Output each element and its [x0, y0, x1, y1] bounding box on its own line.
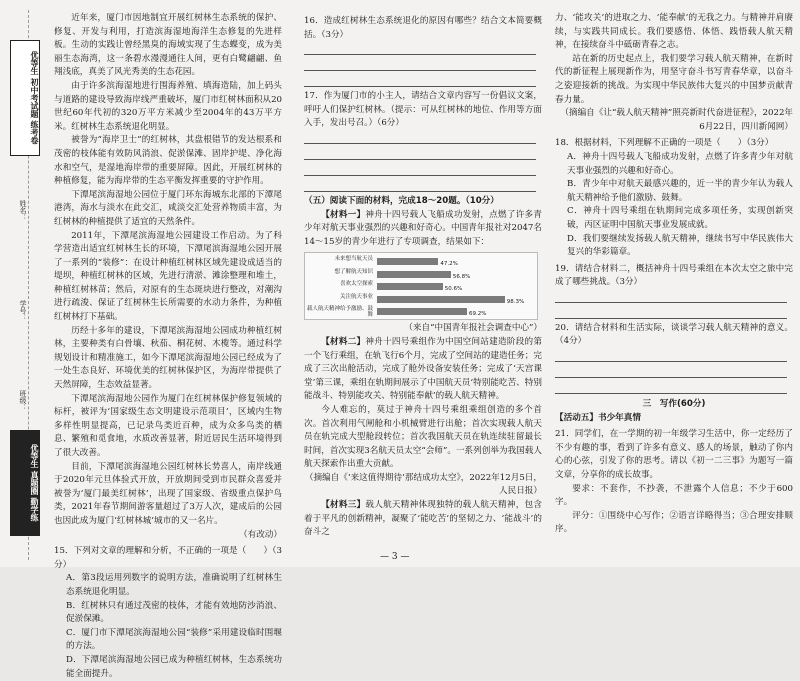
chart-category-label: 关注航天事业: [339, 293, 373, 300]
chart-row: [305, 294, 537, 306]
question-20: 20．请结合材料和生活实际，谈谈学习载人航天精神的意义。（4分）: [555, 322, 793, 347]
material-2-title: 【材料二】: [321, 336, 366, 347]
chart-row: [305, 256, 537, 268]
chart-value-label: 50.6%: [444, 286, 463, 293]
material-2-text: 神舟十四号乘组作为中国空间站建造阶段的第一个飞行乘组，在轨飞行6个月，完成了空间站的建造任务；完成了三次出舱活动，完成了舱外设备安装任务；完成了‘天宫课堂’第三课，乘组在轨期间展示了中国航天员‘特别能吃苦、特别能战斗、特别能攻关、特别能奉献’的载人航天精神。: [304, 336, 542, 402]
activity-title: 【活动五】书少年真情: [555, 412, 641, 423]
chart-bar: [377, 283, 443, 290]
chart-bar: [377, 271, 451, 278]
option-b: B．青少年中对航天最感兴趣的，近一半的青少年认为载人航天精神给予他们激励、鼓舞。: [567, 179, 793, 203]
option-d: D．下潭尾滨海湿地公园已成为种植红树林，生态系统功能全面提升。: [66, 654, 282, 679]
badge-top: 优等生 初中考试题 练考卷: [10, 40, 40, 156]
chart-value-label: 69.2%: [468, 311, 487, 318]
survey-bar-chart: [304, 252, 538, 320]
source-note: （有改动）: [239, 529, 282, 540]
paragraph: 目前，下潭尾滨海湿地公园红树林长势喜人，南岸线通于2020年元旦体验式开放，开放期间受到市民群众喜爱并被誉为‘厦门最美红树林’，出现了国家级、省级重点保护鸟类，2021年春节期间游客量超过了3万人次，建成后的公园也因此成为厦门‘红树林城’城市的又一名片。: [54, 461, 282, 526]
section-5-heading: （五）阅读下面的材料，完成18～20题。（10分）: [304, 195, 499, 206]
column-3: [555, 12, 793, 537]
question-18: 18．根据材料，下列理解不正确的一项是（ ）（3分）: [555, 138, 774, 149]
class-label: 班级：: [19, 390, 27, 411]
chart-row: [305, 281, 537, 293]
option-b: B．红树林只有通过茂密的枝体，才能有效地防沙消浪、促淤保滩。: [66, 600, 282, 625]
paragraph: 被誉为“海岸卫士”的红树林，其盘根错节的发达根系和茂密的枝体能有效防风消浪、促淤保滩、固岸护堤、净化海水和空气，是湿地海岸带的重要屏障。因此，开展红树林的种植修复，能为海岸带的生态平衡发挥重要的守护作用。: [54, 135, 282, 187]
chart-value-label: 47.2%: [440, 261, 458, 268]
column-2: [304, 12, 542, 540]
chart-category-label: 载人航天精神给予激励、鼓舞: [307, 306, 374, 319]
answer-line[interactable]: [555, 290, 787, 303]
material-1-text: 神舟十四号载人飞船成功发射，点燃了许多青少年对航天事业强烈的兴趣和好奇心。中国青年报社对2047名14～15岁的青少年进行了专项调查，结果如下：: [304, 209, 542, 247]
chart-row: [305, 306, 537, 318]
answer-line[interactable]: [304, 42, 536, 55]
question-17: 17．作为厦门市的小主人，请结合文章内容写一份倡议文案，呼吁人们保护红树林。（提示：可从红树林的地位、作用等方面入手，发出号召。）（6分）: [304, 91, 542, 129]
answer-line[interactable]: [555, 349, 787, 362]
material-3-paragraph: 站在新的历史起点上，我们要学习载人航天精神，在新时代的新征程上展现新作为，用坚守奋斗书写青春华章，以奋斗之姿迎接新的挑战。为实现中华民族伟大复兴的中国梦贡献青春力量。: [555, 53, 793, 105]
column-1: [54, 12, 282, 681]
option-c: C．神舟十四号乘组在轨期间完成多项任务，实现创新突破，丙区证明中国航天事业发展成就。: [567, 206, 793, 230]
question-15: 15．下列对文章的理解和分析，不正确的一项是（ ）（3分）: [54, 546, 282, 570]
material-3-continued: 力、‘能攻关’的进取之力、‘能奉献’的无我之力。与精神并肩赓续，与实践共同成长。我们要感悟、体悟、践悟载人航天精神，在接续奋斗中砥砺青春之志。: [555, 13, 793, 51]
chart-category-label: 想了解航天知识: [334, 268, 373, 275]
chart-bar: [377, 296, 505, 303]
material-1-title: 【材料一】: [321, 209, 366, 220]
chart-row: [305, 269, 537, 281]
binding-margin: [4, 0, 46, 567]
answer-line[interactable]: [555, 306, 787, 319]
paragraph: 2011年，下潭尾滨海湿地公园建设工作启动。为了科学营造出适宜红树林生长的环境，下潭尾滨海湿地公园开展了一系列的“装修”：在设计种植红树林区域先建设成适当的堤坝，种植红树林的区域，先进行清淤、滩涂整理和堆土，种植红树林苗；然后，对原有的生态斑块进行整改，对潮沟进行疏浚、保证了红树林生长所需要的水动力条件，为种植红树林打下基础。: [54, 230, 282, 323]
material-2-text-2: 今人难忘的，莫过于神舟十四号乘组乘组创造的多个首次。首次利用气闸舱和小机械臂进行出舱；首次实现载人航天员在轨完成大型舱段转位；首次我国航天员在轨连续驻留最长时间，首次实现3名航天员太空“会师”。一系列创举为我国载人航天探索作出重大贡献。: [304, 404, 542, 470]
chart-caption: （来自“中国青年报社会调查中心”）: [404, 323, 542, 334]
material-2-source: （摘编自《‘来这值得期待’那结成功太空》，2022年12月5日，人民日报）: [304, 472, 542, 497]
answer-line[interactable]: [304, 147, 536, 160]
chart-category-label: 喜欢太空探索: [339, 281, 373, 288]
writing-heading: 三 写作(60分): [642, 399, 706, 410]
writing-requirements: 要求：不套作，不抄袭，不泄露个人信息；不少于600字。: [555, 483, 793, 508]
paragraph: 历经十多年的建设，下潭尾滨海湿地公园成功种植红树林，主要种类有白骨壤、秋茄、桐花树、木榄等。通过科学规划设计和精准施工，如今下潭尾滨海湿地公园已经成为了一处生态良好、环境优美的红树林保护区，为海岸带提供了天然屏障，生态效益显著。: [54, 325, 282, 391]
option-a: A．第3段运用列数字的说明方法，准确说明了红树林生态系统退化明显。: [66, 573, 282, 597]
answer-line[interactable]: [555, 381, 787, 394]
answer-line[interactable]: [304, 163, 536, 176]
chart-bar: [377, 258, 438, 265]
paragraph: 由于许多滨海湿地进行围海养殖、填海造陆，加上码头与道路的建设导致海岸线严重破坏，厦门市红树林面积从20世纪60年代初的320万平方米减少至2004年的43万平方米。红树林生态系统退化明显。: [54, 80, 282, 132]
question-16: 16．造成红树林生态系统退化的原因有哪些？结合文本简要概括。（3分）: [304, 16, 542, 40]
paragraph: 近年来，厦门市因地制宜开展红树林生态系统的保护、修复、开发与利用，打造滨海湿地海洋生态修复的先进样板。生动的实践让曾经黑臭的海域实现了生态蝶变，成为美丽生态海湾，这一条碧水漫漫通往人间，更有白鹭翩翩、鱼翔浅底，真美了风光秀美的生态花园。: [54, 13, 282, 78]
answer-line[interactable]: [555, 365, 787, 378]
option-a: A．神舟十四号载人飞船成功发射，点燃了许多青少年对航天事业强烈的兴趣和好奇心。: [567, 151, 793, 176]
paragraph: 下潭尾滨海湿地公园位于厦门环东海城东北部的下潭尾港湾，海水与淡水在此交汇，咸淡交汇处营养物质丰富，为红树林的种植提供了适宜的天然条件。: [54, 189, 282, 227]
question-21: 21．同学们，在一学期的初一年级学习生活中，你一定经历了不少有趣的事，看到了许多有意义、感人的场景，触动了你内心的心弦，引发了你的思考。请以《初一二三事》为题写一篇文章，分享你的成长故事。: [555, 429, 793, 481]
chart-bar: [377, 308, 467, 315]
answer-line[interactable]: [304, 131, 536, 144]
option-c: C．厦门市下潭尾滨海湿地公园“装修”采用建设临时围堰的方法。: [66, 627, 282, 652]
material-3-title: 【材料三】: [321, 500, 366, 511]
material-3-source: （摘编自《让“载人航天精神”照亮新时代奋进征程》，2022年6月22日，四川新闻网）: [560, 108, 793, 132]
badge-bottom: 优等生 真题圈 勤学练: [10, 430, 40, 536]
chart-value-label: 98.3%: [506, 298, 525, 305]
option-d: D．我们要继续发扬载人航天精神，继续书写中华民族伟大复兴的华彩篇章。: [567, 233, 793, 258]
answer-line[interactable]: [304, 58, 536, 71]
material-3-text: 载人航天精神体现独特的载人航天精神，包含着于平凡的创新精神，凝聚了‘能吃苦’的坚韧之力、‘能战斗’的奋斗之: [304, 500, 542, 538]
name-label: 姓名：: [19, 200, 27, 221]
answer-line[interactable]: [304, 74, 536, 87]
id-label: 学号：: [19, 300, 27, 321]
page-number: — 3 —: [380, 552, 410, 562]
question-19: 19．请结合材料二，概括神舟十四号乘组在本次太空之旅中完成了哪些挑战。（3分）: [555, 263, 793, 288]
writing-scoring: 评分：①围绕中心写作；②语言详略得当；③合理安排顺序。: [555, 510, 793, 535]
chart-value-label: 56.8%: [452, 273, 471, 280]
answer-line[interactable]: [304, 179, 536, 192]
chart-category-label: 未来想当航天员: [334, 256, 373, 263]
paragraph: 下潭尾滨海湿地公园作为厦门在红树林保护修复领域的标杆，被评为‘国家级生态文明建设示范项目’，区域内生物多样性明显提高，已记录鸟类近百种，成为众多鸟类的栖息、繁殖和觅食地，水质改善显著，附近居民生活环境得到了很大改善。: [54, 393, 282, 458]
